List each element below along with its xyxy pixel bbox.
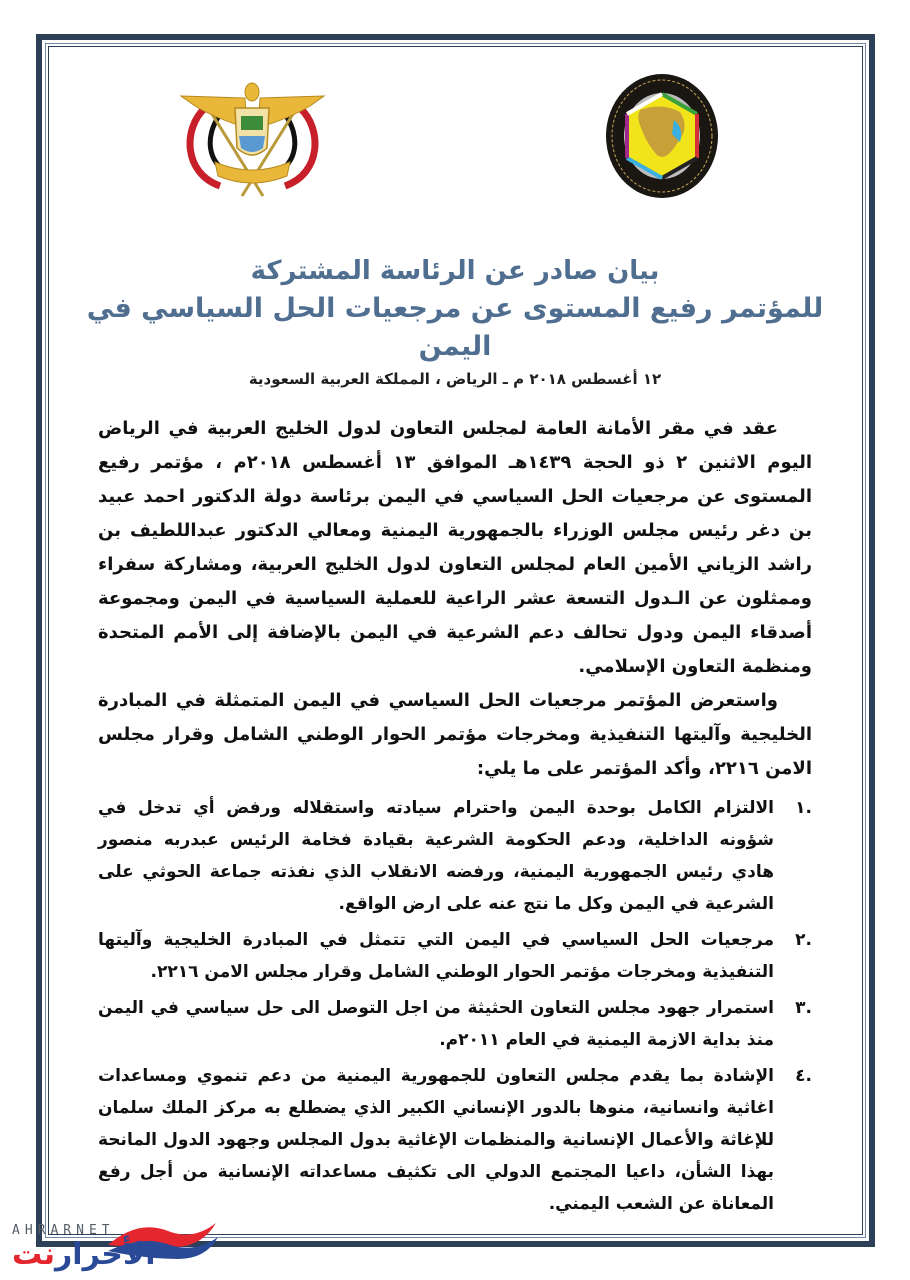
list-item (98, 1060, 812, 1220)
watermark-arabic: الأحرارنت (12, 1237, 156, 1272)
statement-body (98, 412, 812, 1224)
intro-paragraph: عقد في مقر الأمانة العامة لمجلس التعاون لدول الخليج العربية في الرياض اليوم الاثنين ٢ ذو الحجة ١٤٣٩هـ الموافق ١٣ أغسطس ٢٠١٨م ، مؤتمر رفيع المستوى عن مرجعيات الحل السياسي في اليمن برئاسة دولة الدكتور احمد عبيد بن دغر رئيس مجلس الوزراء بالجمهورية اليمنية ومعالي الدكتور عبداللطيف بن راشد الزياني الأمين العام لمجلس التعاون لدول الخليج العربية، ومشاركة سفراء وممثلون عن الـدول التسعة عشر الراعية للعملية السياسية في اليمن ومجموعة أصدقاء اليمن ودول تحالف دعم الشرعية في اليمن بالإضافة إلى الأمم المتحدة ومنظمة التعاون الإسلامي. (98, 418, 813, 677)
list-item (98, 992, 812, 1056)
list-number: .٤ (795, 1066, 812, 1086)
list-number: .٢ (795, 930, 812, 950)
resolutions-list (98, 792, 812, 1220)
list-item-text: الإشادة بما يقدم مجلس التعاون للجمهورية اليمنية من دعم تنموي ومساعدات اغاثية وانسانية، منوها بالدور الإنساني الكبير الذي يضطلع به مركز الملك سلمان للإغاثة والأعمال الإنسانية والمنظمات الإغاثية بدول المجلس وجهود الدول المانحة بهذا الشأن، داعيا المجتمع الدولي الى تكثيف مساعداته الإنسانية من أجل رفع المعاناة عن الشعب اليمني. (98, 1066, 774, 1214)
date-location: ١٢ أغسطس ٢٠١٨ م ـ الرياض ، المملكة العربية السعودية (248, 370, 662, 388)
list-item-text: مرجعيات الحل السياسي في اليمن التي تتمثل في المبادرة الخليجية وآليتها التنفيذية ومخرجات مؤتمر الحوار الوطني الشامل وقرار مجلس الامن ٢٢١٦. (98, 930, 774, 982)
list-item-text: الالتزام الكامل بوحدة اليمن واحترام سيادته واستقلاله ورفض أي تدخل في شؤونه الداخلية، ودعم الحكومة الشرعية بقيادة فخامة الرئيس عبدربه منصور هادي رئيس الجمهورية اليمنية، ورفضه الانقلاب الذي نفذته جماعة الحوثي على الشرعية في اليمن وكل ما نتج عنه على ارض الواقع. (98, 798, 774, 914)
list-item (98, 924, 812, 988)
review-paragraph: واستعرض المؤتمر مرجعيات الحل السياسي في اليمن المتمثلة في المبادرة الخليجية وآليتها التنفيذية ومخرجات مؤتمر الحوار الوطني الشامل وقرار مجلس الامن ٢٢١٦، وأكد المؤتمر على ما يلي: (98, 690, 812, 779)
watermark-latin: AHRARNET (12, 1223, 115, 1238)
gcc-emblem-icon (602, 72, 722, 200)
page-subtitle-heading: للمؤتمر رفيع المستوى عن مرجعيات الحل السياسي في اليمن (86, 293, 824, 362)
list-item (98, 792, 812, 920)
ahrarnet-watermark (8, 1215, 218, 1275)
statement-header (80, 252, 830, 392)
list-item-text: استمرار جهود مجلس التعاون الحثيثة من اجل التوصل الى حل سياسي في اليمن منذ بداية الازمة اليمنية في العام ٢٠١١م. (98, 998, 774, 1050)
list-number: .٣ (795, 998, 812, 1018)
yemen-emblem-icon (175, 78, 330, 203)
page-title: بيان صادر عن الرئاسة المشتركة (250, 256, 660, 286)
list-number: .١ (795, 798, 812, 818)
